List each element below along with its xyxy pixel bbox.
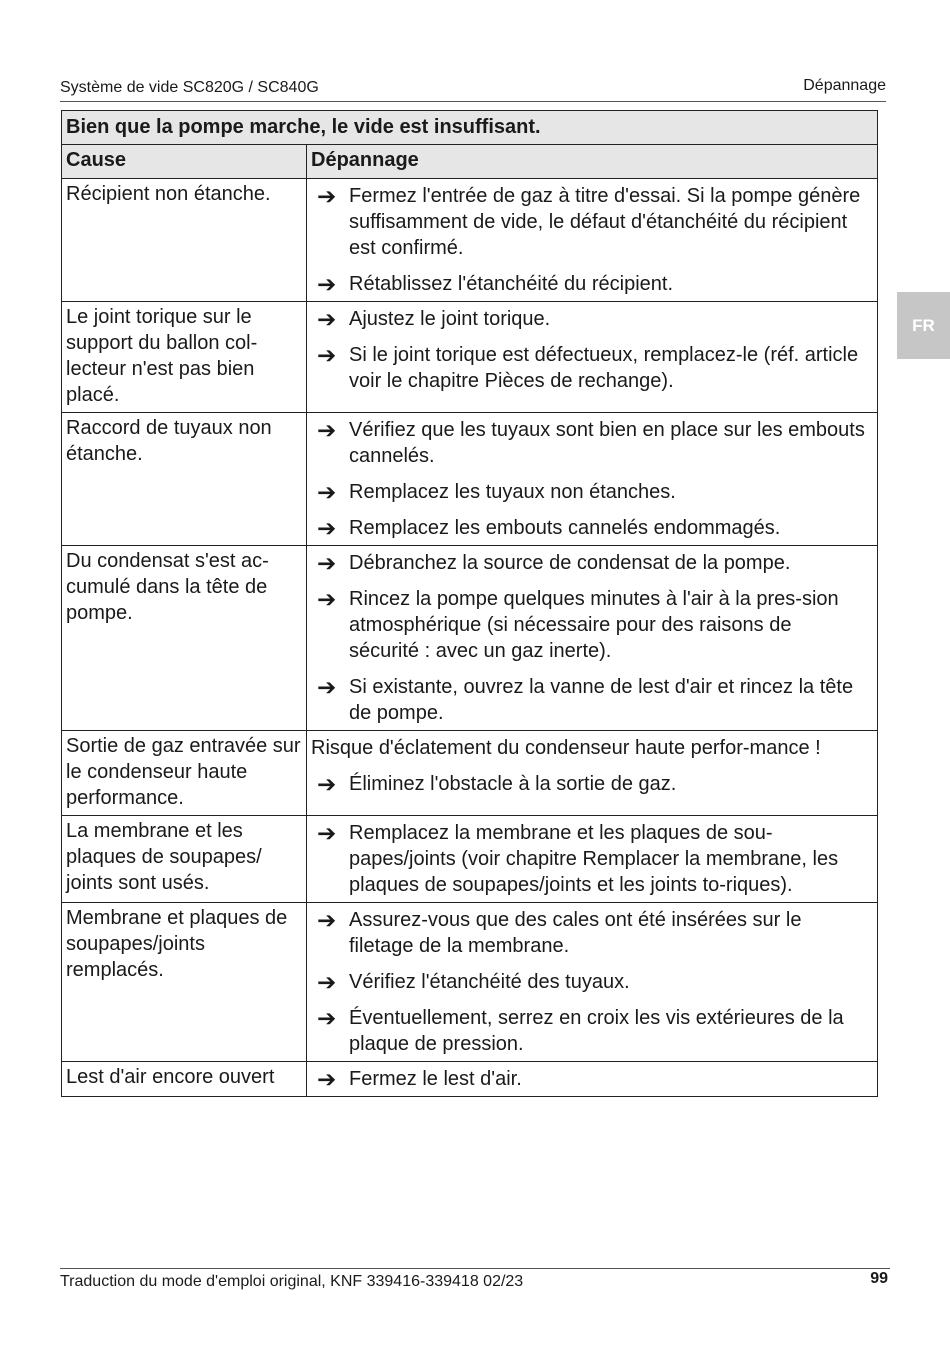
remedy-cell xyxy=(307,302,878,413)
arrow-right-icon: ➔ xyxy=(317,1005,337,1031)
remedy-step xyxy=(317,342,867,394)
remedy-step-text: Fermez l'entrée de gaz à titre d'essai. Si la pompe génère suffisamment de vide, le défaut d'étanchéité du récipient est confirmé. xyxy=(349,185,861,259)
table-header-row xyxy=(62,145,878,179)
remedy-step xyxy=(317,969,867,995)
remedy-step xyxy=(317,586,867,664)
arrow-right-icon: ➔ xyxy=(317,479,337,505)
arrow-right-icon: ➔ xyxy=(317,515,337,541)
remedy-cell xyxy=(307,816,878,903)
footer-document-reference: Traduction du mode d'emploi original, KNF 339416-339418 02/23 xyxy=(60,1273,524,1290)
language-tab-label: FR xyxy=(912,315,935,335)
remedy-cell xyxy=(307,546,878,731)
table-row xyxy=(62,816,878,903)
remedy-step-text: Ajustez le joint torique. xyxy=(349,308,551,330)
remedy-step-text: Vérifiez l'étanchéité des tuyaux. xyxy=(349,971,630,993)
table-row xyxy=(62,731,878,816)
language-tab xyxy=(897,292,950,359)
table-row xyxy=(62,302,878,413)
remedy-step xyxy=(317,417,867,469)
remedy-step xyxy=(317,1005,867,1057)
remedy-step xyxy=(317,771,867,797)
cause-cell: Sortie de gaz entravée sur le condenseur haute performance. xyxy=(62,731,307,816)
remedy-cell xyxy=(307,731,878,816)
remedy-step xyxy=(317,271,867,297)
cause-cell: Raccord de tuyaux non étanche. xyxy=(62,413,307,546)
remedy-step-text: Débranchez la source de condensat de la pompe. xyxy=(349,552,791,574)
remedy-step xyxy=(317,306,867,332)
remedy-cell xyxy=(307,1062,878,1097)
arrow-right-icon: ➔ xyxy=(317,586,337,612)
arrow-right-icon: ➔ xyxy=(317,820,337,846)
remedy-step-text: Fermez le lest d'air. xyxy=(349,1068,522,1090)
table-title: Bien que la pompe marche, le vide est insuffisant. xyxy=(62,111,878,145)
table-row xyxy=(62,903,878,1062)
remedy-step xyxy=(317,479,867,505)
cause-cell: Le joint torique sur le support du ballon col-lecteur n'est pas bien placé. xyxy=(62,302,307,413)
remedy-step-text: Vérifiez que les tuyaux sont bien en place sur les embouts cannelés. xyxy=(349,419,865,467)
remedy-step-text: Remplacez la membrane et les plaques de sou-papes/joints (voir chapitre Remplacer la membrane, les plaques de soupapes/joints et les joints to-riques). xyxy=(349,822,839,896)
remedy-cell xyxy=(307,179,878,302)
remedy-step-text: Remplacez les tuyaux non étanches. xyxy=(349,481,676,503)
arrow-right-icon: ➔ xyxy=(317,674,337,700)
arrow-right-icon: ➔ xyxy=(317,417,337,443)
arrow-right-icon: ➔ xyxy=(317,306,337,332)
remedy-step-text: Si existante, ouvrez la vanne de lest d'air et rincez la tête de pompe. xyxy=(349,676,854,724)
arrow-right-icon: ➔ xyxy=(317,1066,337,1092)
arrow-right-icon: ➔ xyxy=(317,183,337,209)
arrow-right-icon: ➔ xyxy=(317,271,337,297)
table-row xyxy=(62,413,878,546)
warning-note: Risque d'éclatement du condenseur haute perfor-mance ! xyxy=(311,737,821,759)
remedy-step xyxy=(317,550,867,576)
arrow-right-icon: ➔ xyxy=(317,907,337,933)
remedy-step xyxy=(317,907,867,959)
table-row xyxy=(62,179,878,302)
cause-cell: Du condensat s'est ac-cumulé dans la tête de pompe. xyxy=(62,546,307,731)
troubleshooting-table xyxy=(61,110,878,1097)
remedy-step-text: Remplacez les embouts cannelés endommagés. xyxy=(349,517,781,539)
remedy-cell xyxy=(307,903,878,1062)
column-header-cause: Cause xyxy=(62,145,307,179)
remedy-step xyxy=(317,1066,867,1092)
arrow-right-icon: ➔ xyxy=(317,342,337,368)
remedy-cell xyxy=(307,413,878,546)
remedy-step xyxy=(317,515,867,541)
table-title-row xyxy=(62,111,878,145)
table-row xyxy=(62,546,878,731)
remedy-step xyxy=(317,183,867,261)
column-header-remedy: Dépannage xyxy=(307,145,878,179)
page-number: 99 xyxy=(870,1270,888,1287)
remedy-step xyxy=(317,674,867,726)
cause-cell: Membrane et plaques de soupapes/joints remplacés. xyxy=(62,903,307,1062)
remedy-step-text: Rétablissez l'étanchéité du récipient. xyxy=(349,273,674,295)
arrow-right-icon: ➔ xyxy=(317,771,337,797)
remedy-step-text: Éventuellement, serrez en croix les vis extérieures de la plaque de pression. xyxy=(349,1007,844,1055)
remedy-step-text: Assurez-vous que des cales ont été insérées sur le filetage de la membrane. xyxy=(349,909,802,957)
arrow-right-icon: ➔ xyxy=(317,969,337,995)
running-header-title: Système de vide SC820G / SC840G xyxy=(60,79,319,96)
cause-cell: Lest d'air encore ouvert xyxy=(62,1062,307,1097)
table-body xyxy=(62,179,878,1097)
remedy-step-text: Éliminez l'obstacle à la sortie de gaz. xyxy=(349,773,677,795)
remedy-step xyxy=(317,820,867,898)
running-header-section: Dépannage xyxy=(803,77,886,94)
header-divider xyxy=(60,101,886,102)
cause-cell: Récipient non étanche. xyxy=(62,179,307,302)
arrow-right-icon: ➔ xyxy=(317,550,337,576)
remedy-step-text: Rincez la pompe quelques minutes à l'air à la pres-sion atmosphérique (si nécessaire pour des raisons de sécurité : avec un gaz inerte). xyxy=(349,588,839,662)
footer-divider xyxy=(60,1268,890,1269)
cause-cell: La membrane et les plaques de soupapes/ joints sont usés. xyxy=(62,816,307,903)
table-row xyxy=(62,1062,878,1097)
remedy-step-text: Si le joint torique est défectueux, remplacez-le (réf. article voir le chapitre Pièces de rechange). xyxy=(349,344,859,392)
